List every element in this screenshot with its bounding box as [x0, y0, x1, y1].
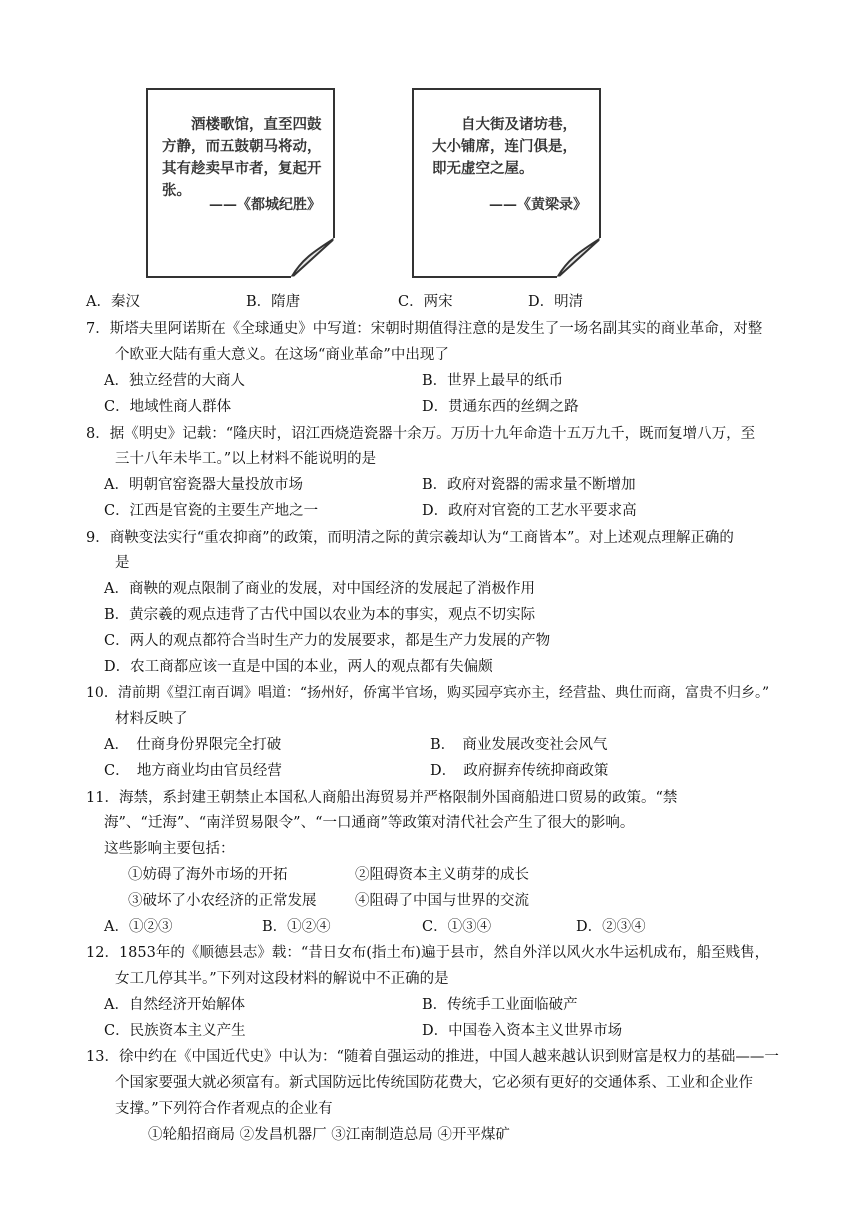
question-11-stem-cont: 海”、“迁海”、“南洋贸易限令”、“一口通商”等政策对清代社会产生了很大的影响。: [104, 815, 635, 831]
option-c: C．江西是官瓷的主要生产地之一: [104, 503, 319, 519]
question-10-stem: 10．清前期《望江南百调》唱道：“扬州好，侨寓半官场，购买园亭宾亦主，经营盐、典仕而商，富贵不归乡。”: [86, 685, 770, 701]
question-10-stem-cont: 材料反映了: [115, 711, 188, 727]
option-c: C．民族资本主义产生: [104, 1023, 246, 1039]
option-b: B．①②④: [262, 919, 331, 935]
option-d: D．农工商都应该一直是中国的本业，两人的观点都有失偏颇: [104, 659, 493, 675]
option-c: C．两宋: [398, 294, 453, 310]
question-12-stem: 12．1853年的《顺德县志》载：“昔日女布(指土布)遍于县市，然自外洋以风火水牛运机成布，船至贱售，: [86, 945, 770, 961]
option-a: A．①②③: [104, 919, 173, 935]
statement-3: ③破坏了小农经济的正常发展: [128, 893, 317, 909]
option-a: A．独立经营的大商人: [104, 373, 245, 389]
option-b: B．黄宗羲的观点违背了古代中国以农业为本的事实，观点不切实际: [104, 607, 536, 623]
quote-source: ——《黄梁录》: [489, 197, 587, 213]
question-12-stem-cont: 女工几停其半。”下列对这段材料的解说中不正确的是: [115, 971, 449, 987]
question-9-stem-cont: 是: [115, 555, 130, 571]
question-9-stem: 9．商鞅变法实行“重农抑商”的政策，而明清之际的黄宗羲却认为“工商皆本”。对上述观点理解正确的: [86, 530, 734, 546]
option-d: D．政府对官瓷的工艺水平要求高: [422, 503, 637, 519]
page-curl-icon: [557, 238, 601, 278]
option-d: D．贯通东西的丝绸之路: [422, 399, 579, 415]
option-a: A． 仕商身份界限完全打破: [104, 737, 282, 753]
option-d: D．②③④: [576, 919, 646, 935]
option-d: D． 政府摒弃传统抑商政策: [430, 763, 609, 779]
option-d: D．明清: [528, 294, 584, 310]
option-a: A．秦汉: [86, 294, 140, 310]
option-b: B．世界上最早的纸币: [422, 373, 564, 389]
option-c: C．地域性商人群体: [104, 399, 232, 415]
question-11-stem: 11．海禁，系封建王朝禁止本国私人商船出海贸易并严格限制外国商船进口贸易的政策。“禁: [86, 790, 678, 806]
quote-card-huangliang: [412, 88, 601, 278]
quote-card-dushi: [146, 88, 335, 278]
question-13-stem-cont: 个国家要强大就必须富有。新式国防远比传统国防花费大，它必须有更好的交通体系、工业和企业作: [115, 1075, 753, 1091]
statement-2: ②阻碍资本主义萌芽的成长: [355, 867, 529, 883]
question-8-stem: 8．据《明史》记载：“隆庆时，诏江西烧造瓷器十余万。万历十九年命造十五万九千，既而复增八万，至: [86, 426, 756, 442]
quote-source: ——《都城纪胜》: [209, 197, 321, 213]
quote-text: 酒楼歌馆，直至四鼓方静，而五鼓朝马将动，其有趁卖早市者，复起开张。: [162, 116, 322, 199]
option-a: A．自然经济开始解体: [104, 997, 245, 1013]
option-b: B．隋唐: [246, 294, 301, 310]
question-11-stem-cont2: 这些影响主要包括：: [104, 841, 235, 857]
option-d: D．中国卷入资本主义世界市场: [422, 1023, 623, 1039]
statement-4: ④阻碍了中国与世界的交流: [355, 893, 529, 909]
question-13-statements: ①轮船招商局 ②发昌机器厂 ③江南制造总局 ④开平煤矿: [148, 1127, 510, 1143]
question-7-stem: 7．斯塔夫里阿诺斯在《全球通史》中写道：宋朝时期值得注意的是发生了一场名副其实的商业革命，对整: [86, 321, 763, 337]
option-b: B．传统手工业面临破产: [422, 997, 578, 1013]
option-a: A．明朝官窑瓷器大量投放市场: [104, 477, 303, 493]
option-b: B．政府对瓷器的需求量不断增加: [422, 477, 636, 493]
option-c: C．①③④: [422, 919, 492, 935]
option-c: C．两人的观点都符合当时生产力的发展要求，都是生产力发展的产物: [104, 633, 551, 649]
statement-1: ①妨碍了海外市场的开拓: [128, 867, 288, 883]
page-curl-icon: [291, 238, 335, 278]
question-7-stem-cont: 个欧亚大陆有重大意义。在这场“商业革命”中出现了: [115, 347, 449, 363]
question-13-stem: 13．徐中约在《中国近代史》中认为：“随着自强运动的推进，中国人越来越认识到财富是权力的基础——一: [86, 1049, 779, 1065]
quote-text: 自大街及诸坊巷，大小铺席，连门俱是，即无虚空之屋。: [432, 116, 577, 177]
question-13-stem-cont2: 支撑。”下列符合作者观点的企业有: [115, 1101, 333, 1117]
question-8-stem-cont: 三十八年未毕工。”以上材料不能说明的是: [115, 451, 377, 467]
option-c: C． 地方商业均由官员经营: [104, 763, 282, 779]
option-b: B． 商业发展改变社会风气: [430, 737, 608, 753]
option-a: A．商鞅的观点限制了商业的发展，对中国经济的发展起了消极作用: [104, 581, 535, 597]
